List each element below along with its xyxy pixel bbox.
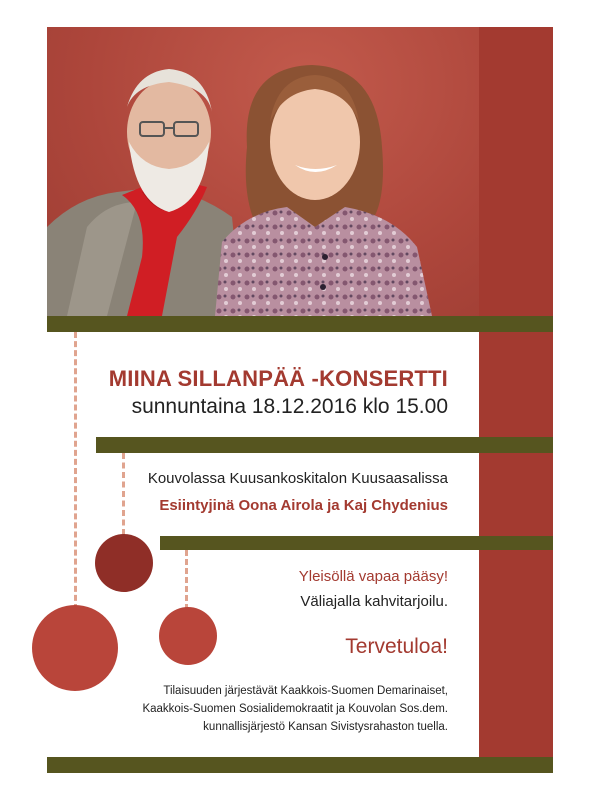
portrait-photo	[47, 27, 479, 316]
divider-bar-2	[96, 437, 553, 453]
ornament-string-3	[185, 550, 188, 610]
organizers-block	[142, 682, 448, 736]
ornament-large	[32, 605, 118, 691]
organizers-line-1: Tilaisuuden järjestävät Kaakkois-Suomen Demarinaiset,	[163, 685, 448, 697]
ornament-dark	[95, 534, 153, 592]
portrait-illustration	[47, 27, 479, 316]
organizers-line-2: Kaakkois-Suomen Sosialidemokraatit ja Kouvolan Sos.dem.	[142, 703, 448, 715]
concert-title: MIINA SILLANPÄÄ -KONSERTTI	[108, 366, 448, 391]
venue-text: Kouvolassa Kuusankoskitalon Kuusaasalissa	[147, 470, 448, 487]
ornament-small	[159, 607, 217, 665]
divider-bar-1	[47, 316, 553, 332]
free-entry-text: Yleisöllä vapaa pääsy!	[298, 568, 448, 585]
ornament-string-2	[122, 453, 125, 535]
ornament-string-1	[74, 332, 77, 610]
woman-figure	[215, 65, 432, 316]
right-color-band	[479, 27, 553, 757]
divider-bar-4	[47, 757, 553, 773]
coffee-text: Väliajalla kahvitarjoilu.	[300, 593, 448, 610]
organizers-line-3: kunnallisjärjestö Kansan Sivistysrahaston tuella.	[203, 721, 448, 733]
divider-bar-3	[160, 536, 553, 550]
performers-text: Esiintyjinä Oona Airola ja Kaj Chydenius	[159, 497, 448, 514]
concert-date: sunnuntaina 18.12.2016 klo 15.00	[131, 395, 448, 418]
welcome-text: Tervetuloa!	[345, 635, 448, 658]
man-figure	[47, 69, 242, 316]
